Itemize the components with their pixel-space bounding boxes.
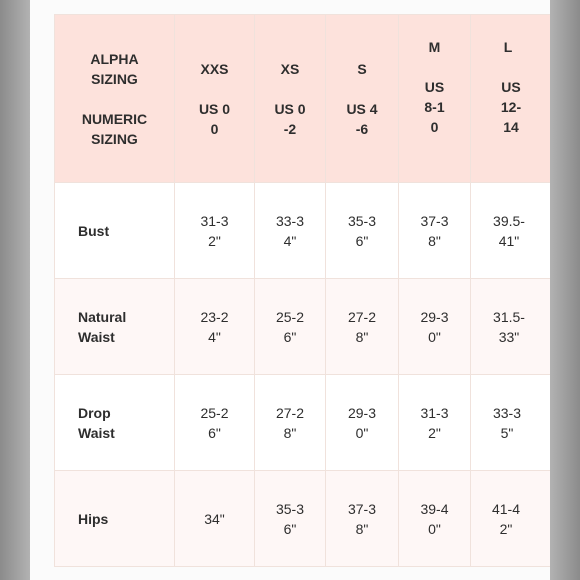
left-frame-border [0, 0, 30, 580]
size-column-header-xxs [175, 15, 255, 183]
size-column-header-xs [255, 15, 326, 183]
size-column-header-m [399, 15, 471, 183]
size-column-header-s [326, 15, 399, 183]
measurement-value: 39.5-41" [471, 183, 551, 279]
measurement-row-natural-waist [55, 279, 551, 375]
measurement-value: 31-32" [175, 183, 255, 279]
size-column-header-l [471, 15, 551, 183]
measurement-value: 37-38" [399, 183, 471, 279]
alpha-sizing-label: ALPHA SIZING [90, 50, 139, 87]
measurement-value: 33-34" [255, 183, 326, 279]
measurement-value: 29-30" [326, 375, 399, 471]
measurement-label: Hips [55, 471, 175, 567]
alpha-size: XS [280, 60, 300, 77]
measurement-value: 27-28" [326, 279, 399, 375]
measurement-value: 23-24" [175, 279, 255, 375]
measurement-value: 25-26" [255, 279, 326, 375]
alpha-size: XXS [200, 60, 229, 77]
alpha-size: M [428, 39, 441, 55]
numeric-size: US 4-6 [346, 100, 378, 137]
measurement-value: 39-40" [399, 471, 471, 567]
measurement-value: 29-30" [399, 279, 471, 375]
measurement-value: 25-26" [175, 375, 255, 471]
measurement-value: 41-42" [471, 471, 551, 567]
measurement-value: 27-28" [255, 375, 326, 471]
measurement-value: 34" [175, 471, 255, 567]
measurement-value: 31-32" [399, 375, 471, 471]
numeric-size: US 12-14 [500, 79, 522, 135]
measurement-value: 31.5-33" [471, 279, 551, 375]
right-frame-border [550, 0, 580, 580]
measurement-label: Natural Waist [55, 279, 175, 375]
size-chart-table [54, 14, 550, 567]
size-chart [54, 14, 550, 544]
measurement-label: Bust [55, 183, 175, 279]
numeric-size: US 0-2 [274, 100, 306, 137]
size-chart-card [30, 0, 550, 580]
alpha-size: S [357, 60, 367, 77]
measurement-row-bust [55, 183, 551, 279]
alpha-size: L [503, 39, 513, 55]
numeric-size: US 00 [198, 100, 231, 137]
numeric-sizing-label: NUMERIC SIZING [81, 110, 148, 147]
measurement-value: 35-36" [326, 183, 399, 279]
measurement-value: 35-36" [255, 471, 326, 567]
numeric-size: US 8-10 [424, 79, 445, 135]
sizing-legend-cell [55, 15, 175, 183]
measurement-value: 33-35" [471, 375, 551, 471]
measurement-row-drop-waist [55, 375, 551, 471]
header-row [55, 15, 551, 183]
measurement-value: 37-38" [326, 471, 399, 567]
measurement-row-hips [55, 471, 551, 567]
measurement-label: Drop Waist [55, 375, 175, 471]
